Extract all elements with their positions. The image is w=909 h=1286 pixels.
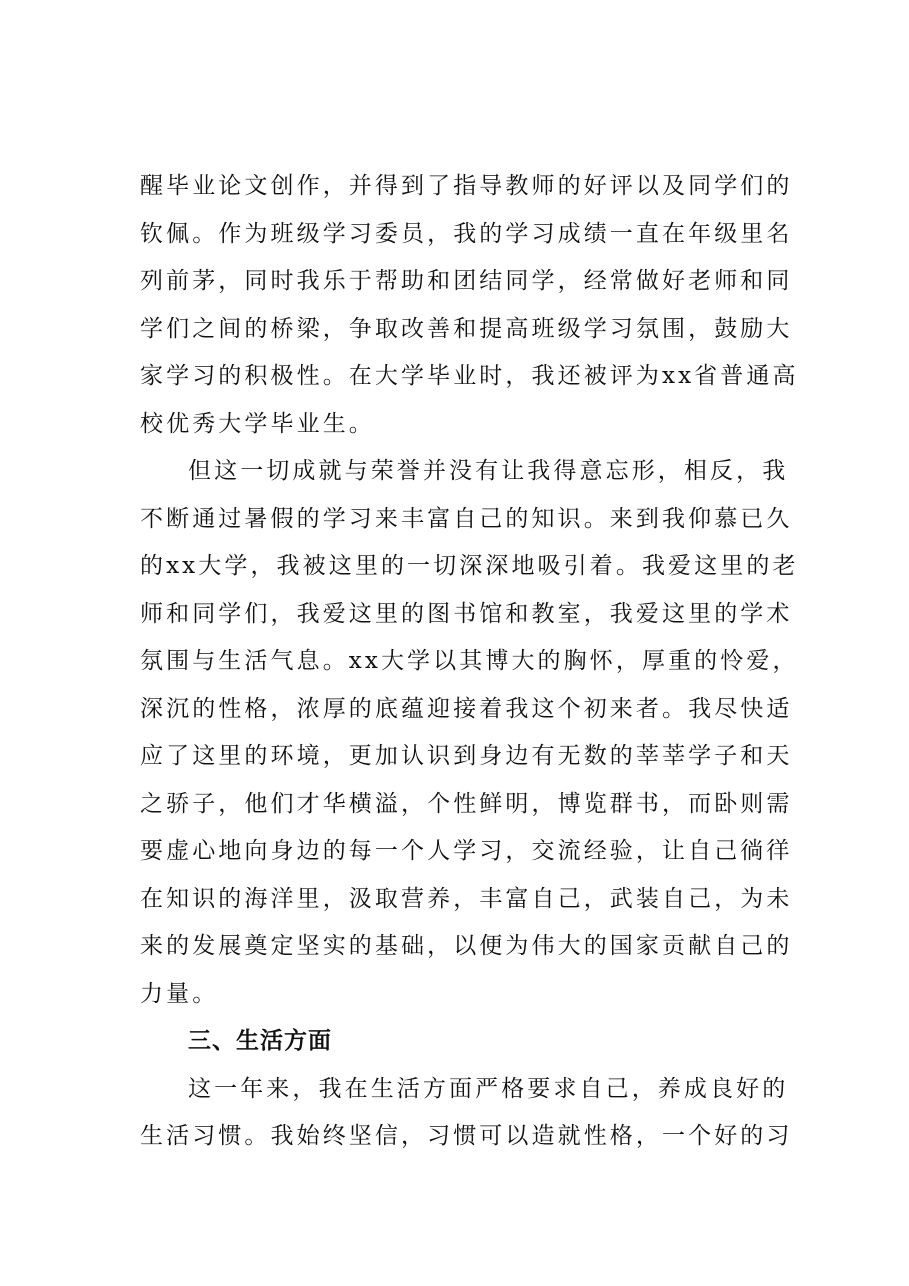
text-line: 师和同学们，我爱这里的图书馆和教室，我爱这里的学术 — [140, 600, 793, 627]
section-heading: 三、生活方面 — [188, 1028, 332, 1054]
text-line: 这一年来，我在生活方面严格要求自己，养成良好的 — [188, 1075, 789, 1102]
text-line: 醒毕业论文创作，并得到了指导教师的好评以及同学们的 — [140, 173, 793, 199]
text-line: 深沉的性格，浓厚的底蕴迎接着我这个初来者。我尽快适 — [140, 695, 793, 722]
text-line: 的xx大学，我被这里的一切深深地吸引着。我爱这里的老 — [140, 553, 799, 579]
document-body — [140, 166, 799, 1164]
text-line: 在知识的海洋里，汲取营养，丰富自己，武装自己，为未 — [140, 885, 793, 912]
text-line: 家学习的积极性。在大学毕业时，我还被评为xx省普通高 — [140, 363, 799, 389]
text-line: 生活习惯。我始终坚信，习惯可以造就性格，一个好的习 — [140, 1123, 793, 1149]
text-line: 但这一切成就与荣誉并没有让我得意忘形，相反，我 — [188, 458, 789, 484]
text-line: 来的发展奠定坚实的基础，以便为伟大的国家贡献自己的 — [140, 933, 793, 959]
text-line: 力量。 — [140, 980, 219, 1007]
text-line: 之骄子，他们才华横溢，个性鲜明，博览群书，而卧则需 — [140, 790, 793, 817]
text-line: 钦佩。作为班级学习委员，我的学习成绩一直在年级里名 — [140, 220, 793, 247]
text-line: 学们之间的桥梁，争取改善和提高班级学习氛围，鼓励大 — [140, 315, 793, 342]
text-line: 校优秀大学毕业生。 — [140, 410, 375, 437]
text-line: 不断通过暑假的学习来丰富自己的知识。来到我仰慕已久 — [140, 505, 793, 532]
text-line: 要虚心地向身边的每一个人学习，交流经验，让自己徜徉 — [140, 838, 793, 864]
text-line: 氛围与生活气息。xx大学以其博大的胸怀，厚重的怜爱， — [140, 648, 799, 674]
paragraph-achievements — [140, 451, 799, 1021]
paragraph-academic — [140, 166, 799, 451]
text-line: 应了这里的环境，更加认识到身边有无数的莘莘学子和天 — [140, 743, 793, 769]
text-line: 列前茅，同时我乐于帮助和团结同学，经常做好老师和同 — [140, 268, 793, 294]
paragraph-life — [140, 1069, 793, 1164]
